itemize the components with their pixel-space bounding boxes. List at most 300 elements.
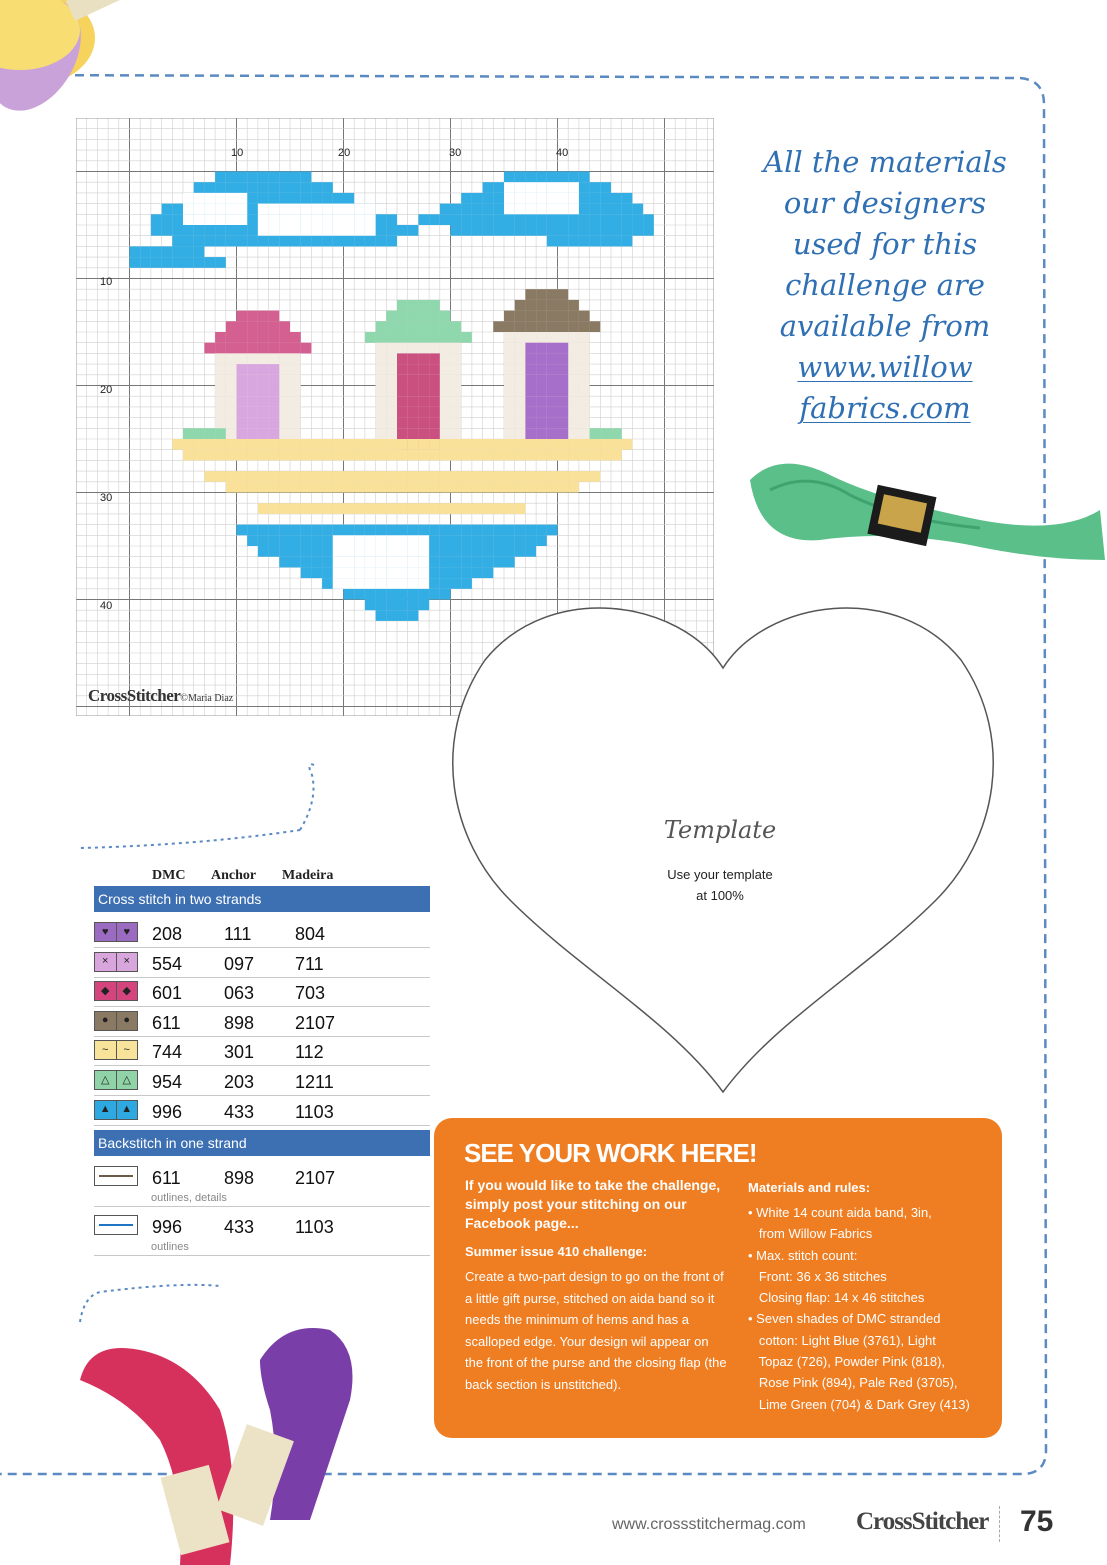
stitch-cell xyxy=(397,525,408,536)
whale-cell xyxy=(344,578,355,589)
swatch-icon: ♥ ♥ xyxy=(94,922,138,942)
stitch-cell xyxy=(418,375,429,386)
hut-wall-cell xyxy=(579,364,590,375)
hut-wall-cell xyxy=(376,375,387,386)
stitch-cell xyxy=(536,375,547,386)
stitch-cell xyxy=(525,535,536,546)
stitch-cell xyxy=(536,471,547,482)
whale-cell xyxy=(344,546,355,557)
key-row xyxy=(94,977,430,1007)
stitch-cell xyxy=(483,525,494,536)
stitch-cell xyxy=(558,172,569,183)
stitch-cell xyxy=(418,589,429,600)
cloud-cell xyxy=(204,193,215,204)
stitch-cell xyxy=(311,503,322,514)
stitch-cell xyxy=(386,450,397,461)
stitch-cell xyxy=(547,525,558,536)
hut-wall-cell xyxy=(376,343,387,354)
stitch-cell xyxy=(397,311,408,322)
dmc-number: 996 xyxy=(152,1217,183,1237)
stitch-cell xyxy=(558,450,569,461)
stitch-cell xyxy=(525,386,536,397)
stitch-cell xyxy=(429,546,440,557)
stitch-cell xyxy=(258,418,269,429)
stitch-cell xyxy=(429,364,440,375)
key-cross-title: Cross stitch in two strands xyxy=(94,886,430,912)
stitch-cell xyxy=(172,214,183,225)
stitch-cell xyxy=(643,214,654,225)
stitch-cell xyxy=(215,332,226,343)
stitch-cell xyxy=(311,236,322,247)
hut-wall-cell xyxy=(504,375,515,386)
anchor-number: 301 xyxy=(224,1042,255,1063)
swatch-icon: ~ ~ xyxy=(94,1040,138,1060)
footer-url[interactable]: www.crossstitchermag.com xyxy=(612,1516,806,1533)
stitch-cell xyxy=(440,321,451,332)
stitch-cell xyxy=(365,482,376,493)
cloud-cell xyxy=(558,204,569,215)
stitch-cell xyxy=(429,525,440,536)
stitch-cell xyxy=(493,225,504,236)
stitch-cell xyxy=(493,214,504,225)
hut-wall-cell xyxy=(386,364,397,375)
stitch-cell xyxy=(558,214,569,225)
stitch-cell xyxy=(397,610,408,621)
stitch-cell xyxy=(536,418,547,429)
stitch-cell xyxy=(579,471,590,482)
template-caption xyxy=(640,864,800,906)
stitch-cell xyxy=(472,214,483,225)
stitch-cell xyxy=(590,236,601,247)
stitch-cell xyxy=(258,182,269,193)
stitch-cell xyxy=(386,439,397,450)
cloud-cell xyxy=(194,214,205,225)
hut-wall-cell xyxy=(504,364,515,375)
template-caption-line: at 100% xyxy=(696,888,744,903)
stitch-cell xyxy=(311,557,322,568)
stitch-cell xyxy=(204,428,215,439)
whale-cell xyxy=(344,567,355,578)
stitch-cell xyxy=(622,236,633,247)
stitch-cell xyxy=(461,450,472,461)
stitch-cell xyxy=(600,236,611,247)
cloud-cell xyxy=(290,214,301,225)
cloud-cell xyxy=(536,193,547,204)
stitch-cell xyxy=(204,439,215,450)
stitch-cell xyxy=(247,236,258,247)
hut-wall-cell xyxy=(515,343,526,354)
stitch-cell xyxy=(558,375,569,386)
stitch-cell xyxy=(611,204,622,215)
hut-wall-cell xyxy=(279,353,290,364)
hut-wall-cell xyxy=(568,407,579,418)
dmc-number: 996 xyxy=(152,1101,183,1122)
stitch-cell xyxy=(311,182,322,193)
stitch-cell xyxy=(386,589,397,600)
stitch-cell xyxy=(515,482,526,493)
stitch-cell xyxy=(301,471,312,482)
stitch-cell xyxy=(215,257,226,268)
stitch-cell xyxy=(386,321,397,332)
hut-wall-cell xyxy=(568,364,579,375)
stitch-cell xyxy=(279,182,290,193)
stitch-cell xyxy=(397,396,408,407)
stitch-cell xyxy=(536,535,547,546)
stitch-cell xyxy=(451,535,462,546)
stitch-cell xyxy=(322,450,333,461)
stitch-cell xyxy=(461,204,472,215)
stitch-cell xyxy=(247,172,258,183)
stitch-cell xyxy=(472,204,483,215)
stitch-cell xyxy=(547,172,558,183)
whale-cell xyxy=(376,535,387,546)
stitch-cell xyxy=(386,503,397,514)
rules-line: Topaz (726), Powder Pink (818), xyxy=(748,1354,946,1370)
stitch-cell xyxy=(322,182,333,193)
template-title: Template xyxy=(663,816,777,844)
stitch-cell xyxy=(472,503,483,514)
whale-cell xyxy=(354,557,365,568)
stitch-cell xyxy=(418,332,429,343)
stitch-cell xyxy=(600,450,611,461)
stitch-cell xyxy=(354,589,365,600)
hut-wall-cell xyxy=(504,418,515,429)
stitch-cell xyxy=(504,482,515,493)
stitch-cell xyxy=(258,471,269,482)
stitch-cell xyxy=(418,407,429,418)
hut-wall-cell xyxy=(536,332,547,343)
stitch-cell xyxy=(269,428,280,439)
stitch-cell xyxy=(397,332,408,343)
challenge-title: SEE YOUR WORK HERE! xyxy=(464,1138,757,1168)
hut-wall-cell xyxy=(226,418,237,429)
cloud-cell xyxy=(525,193,536,204)
stitch-cell xyxy=(418,428,429,439)
whale-cell xyxy=(418,535,429,546)
stitch-cell xyxy=(451,332,462,343)
hut-wall-cell xyxy=(290,407,301,418)
hut-wall-cell xyxy=(226,386,237,397)
hut-wall-cell xyxy=(279,407,290,418)
stitch-cell xyxy=(344,589,355,600)
stitch-cell xyxy=(461,578,472,589)
stitch-cell xyxy=(504,172,515,183)
cloud-cell xyxy=(344,214,355,225)
stitch-cell xyxy=(483,557,494,568)
stitch-cell xyxy=(632,225,643,236)
stitch-cell xyxy=(279,172,290,183)
stitch-cell xyxy=(408,353,419,364)
hut-wall-cell xyxy=(215,364,226,375)
swatch-icon: △ △ xyxy=(94,1070,138,1090)
stitch-cell xyxy=(515,225,526,236)
row-label: 30 xyxy=(100,492,113,504)
stitch-cell xyxy=(611,214,622,225)
stitch-cell xyxy=(579,214,590,225)
stitch-cell xyxy=(558,364,569,375)
stitch-cell xyxy=(440,557,451,568)
stitch-cell xyxy=(279,450,290,461)
stitch-cell xyxy=(483,535,494,546)
stitch-cell xyxy=(429,321,440,332)
stitch-cell xyxy=(579,204,590,215)
stitch-cell xyxy=(590,204,601,215)
stitch-cell xyxy=(279,546,290,557)
stitch-cell xyxy=(515,546,526,557)
hut-wall-cell xyxy=(279,396,290,407)
stitch-cell xyxy=(290,557,301,568)
stitch-cell xyxy=(183,225,194,236)
stitch-cell xyxy=(204,225,215,236)
stitch-cell xyxy=(322,525,333,536)
stitch-cell xyxy=(472,525,483,536)
stitch-cell xyxy=(536,353,547,364)
madeira-number: 703 xyxy=(295,983,326,1004)
stitch-cell xyxy=(590,321,601,332)
cloud-cell xyxy=(311,204,322,215)
stitch-cell xyxy=(301,557,312,568)
stitch-cell xyxy=(258,386,269,397)
stitch-cell xyxy=(525,353,536,364)
hut-wall-cell xyxy=(215,407,226,418)
hut-wall-cell xyxy=(440,343,451,354)
stitch-cell xyxy=(247,225,258,236)
stitch-cell xyxy=(525,525,536,536)
stitch-cell xyxy=(504,321,515,332)
stitch-cell xyxy=(536,428,547,439)
whale-cell xyxy=(397,567,408,578)
stitch-cell xyxy=(311,535,322,546)
stitch-cell xyxy=(322,482,333,493)
hut-wall-cell xyxy=(579,343,590,354)
hut-wall-cell xyxy=(226,407,237,418)
hut-wall-cell xyxy=(215,396,226,407)
stitch-cell xyxy=(451,578,462,589)
stitch-cell xyxy=(301,439,312,450)
whale-cell xyxy=(376,546,387,557)
cloud-cell xyxy=(547,182,558,193)
anchor-number: 433 xyxy=(224,1101,255,1122)
stitch-cell xyxy=(418,600,429,611)
stitch-cell xyxy=(429,450,440,461)
stitch-cell xyxy=(269,450,280,461)
key-back-title: Backstitch in one strand xyxy=(94,1130,430,1156)
stitch-cell xyxy=(558,386,569,397)
cloud-cell xyxy=(333,204,344,215)
stitch-cell xyxy=(408,311,419,322)
key-header-dmc: DMC xyxy=(152,868,186,883)
hut-wall-cell xyxy=(269,353,280,364)
stitch-cell xyxy=(536,172,547,183)
stitch-cell xyxy=(237,471,248,482)
whale-cell xyxy=(386,546,397,557)
stitch-cell xyxy=(279,439,290,450)
stitch-cell xyxy=(397,482,408,493)
whale-cell xyxy=(376,567,387,578)
cloud-cell xyxy=(215,193,226,204)
cloud-cell xyxy=(279,214,290,225)
hut-wall-cell xyxy=(418,343,429,354)
whale-cell xyxy=(333,546,344,557)
stitch-cell xyxy=(493,204,504,215)
whale-cell xyxy=(333,557,344,568)
whale-cell xyxy=(386,535,397,546)
stitch-cell xyxy=(311,471,322,482)
cloud-cell xyxy=(215,204,226,215)
hut-wall-cell xyxy=(579,332,590,343)
stitch-cell xyxy=(493,546,504,557)
stitch-cell xyxy=(269,546,280,557)
stitch-cell xyxy=(493,182,504,193)
hut-wall-cell xyxy=(386,428,397,439)
stitch-cell xyxy=(525,471,536,482)
cloud-cell xyxy=(354,204,365,215)
stitch-cell xyxy=(515,214,526,225)
stitch-cell xyxy=(525,172,536,183)
stitch-cell xyxy=(237,172,248,183)
stitch-cell xyxy=(472,535,483,546)
stitch-cell xyxy=(397,418,408,429)
stitch-cell xyxy=(386,610,397,621)
backstitch-line-icon xyxy=(94,1215,138,1235)
chart-credit xyxy=(88,686,233,706)
stitch-cell xyxy=(568,471,579,482)
stitch-cell xyxy=(397,439,408,450)
stitch-cell xyxy=(397,300,408,311)
stitch-cell xyxy=(483,193,494,204)
stitch-cell xyxy=(344,236,355,247)
stitch-cell xyxy=(558,321,569,332)
hut-wall-cell xyxy=(504,386,515,397)
hut-wall-cell xyxy=(215,386,226,397)
hut-wall-cell xyxy=(515,407,526,418)
stitch-cell xyxy=(408,450,419,461)
stitch-cell xyxy=(558,225,569,236)
stitch-cell xyxy=(386,525,397,536)
hut-wall-cell xyxy=(504,332,515,343)
note-link-line[interactable]: www.willow xyxy=(797,350,973,384)
stitch-cell xyxy=(418,396,429,407)
hut-wall-cell xyxy=(226,353,237,364)
note-line: All the materials xyxy=(763,145,1007,179)
hut-wall-cell xyxy=(440,396,451,407)
note-line: challenge are xyxy=(785,268,985,302)
pink-purple-thread-icon xyxy=(70,1320,390,1565)
stitch-cell xyxy=(472,225,483,236)
stitch-cell xyxy=(301,193,312,204)
stitch-cell xyxy=(247,386,258,397)
stitch-cell xyxy=(568,311,579,322)
stitch-cell xyxy=(226,225,237,236)
stitch-cell xyxy=(558,418,569,429)
stitch-cell xyxy=(344,471,355,482)
stitch-cell xyxy=(269,364,280,375)
cloud-cell xyxy=(333,214,344,225)
stitch-cell xyxy=(472,567,483,578)
stitch-cell xyxy=(568,450,579,461)
stitch-cell xyxy=(386,214,397,225)
hut-wall-cell xyxy=(376,407,387,418)
hut-wall-cell xyxy=(290,364,301,375)
stitch-cell xyxy=(429,311,440,322)
stitch-cell xyxy=(194,450,205,461)
hut-wall-cell xyxy=(558,332,569,343)
hut-wall-cell xyxy=(386,396,397,407)
cloud-cell xyxy=(344,204,355,215)
hut-wall-cell xyxy=(504,396,515,407)
stitch-cell xyxy=(547,321,558,332)
stitch-cell xyxy=(611,236,622,247)
stitch-cell xyxy=(461,546,472,557)
whale-cell xyxy=(386,557,397,568)
stitch-cell xyxy=(301,503,312,514)
stitch-cell xyxy=(397,503,408,514)
stitch-cell xyxy=(600,428,611,439)
stitch-cell xyxy=(611,439,622,450)
stitch-cell xyxy=(247,482,258,493)
stitch-cell xyxy=(290,450,301,461)
dmc-number: 208 xyxy=(152,924,183,944)
stitch-cell xyxy=(461,471,472,482)
stitch-cell xyxy=(504,311,515,322)
hut-wall-cell xyxy=(451,396,462,407)
stitch-cell xyxy=(258,482,269,493)
hut-wall-cell xyxy=(515,418,526,429)
hut-wall-cell xyxy=(258,353,269,364)
hut-wall-cell xyxy=(376,364,387,375)
stitch-cell xyxy=(515,439,526,450)
cloud-cell xyxy=(183,204,194,215)
madeira-number: 1211 xyxy=(295,1072,334,1092)
cloud-cell xyxy=(183,193,194,204)
hut-wall-cell xyxy=(279,386,290,397)
whale-cell xyxy=(365,546,376,557)
stitch-cell xyxy=(322,546,333,557)
hut-wall-cell xyxy=(429,343,440,354)
stitch-cell xyxy=(461,535,472,546)
stitch-cell xyxy=(322,439,333,450)
stitch-cell xyxy=(333,439,344,450)
cloud-cell xyxy=(322,204,333,215)
stitch-cell xyxy=(311,525,322,536)
stitch-cell xyxy=(461,503,472,514)
stitch-cell xyxy=(493,321,504,332)
stitch-cell xyxy=(376,321,387,332)
stitch-cell xyxy=(376,525,387,536)
cloud-cell xyxy=(504,204,515,215)
stitch-cell xyxy=(600,225,611,236)
hut-wall-cell xyxy=(279,418,290,429)
stitch-cell xyxy=(536,525,547,536)
stitch-cell xyxy=(408,407,419,418)
hut-wall-cell xyxy=(568,343,579,354)
whale-cell xyxy=(344,557,355,568)
stitch-cell xyxy=(376,450,387,461)
stitch-cell xyxy=(568,321,579,332)
cloud-cell xyxy=(333,225,344,236)
stitch-cell xyxy=(301,343,312,354)
anchor-number: 063 xyxy=(224,983,255,1004)
stitch-cell xyxy=(493,439,504,450)
cloud-cell xyxy=(204,204,215,215)
stitch-cell xyxy=(322,567,333,578)
note-link-line[interactable]: fabrics.com xyxy=(799,391,971,425)
swatch-icon: ● ● xyxy=(94,1011,138,1031)
hut-wall-cell xyxy=(451,375,462,386)
cloud-cell xyxy=(269,225,280,236)
cloud-cell xyxy=(194,193,205,204)
stitch-cell xyxy=(590,193,601,204)
